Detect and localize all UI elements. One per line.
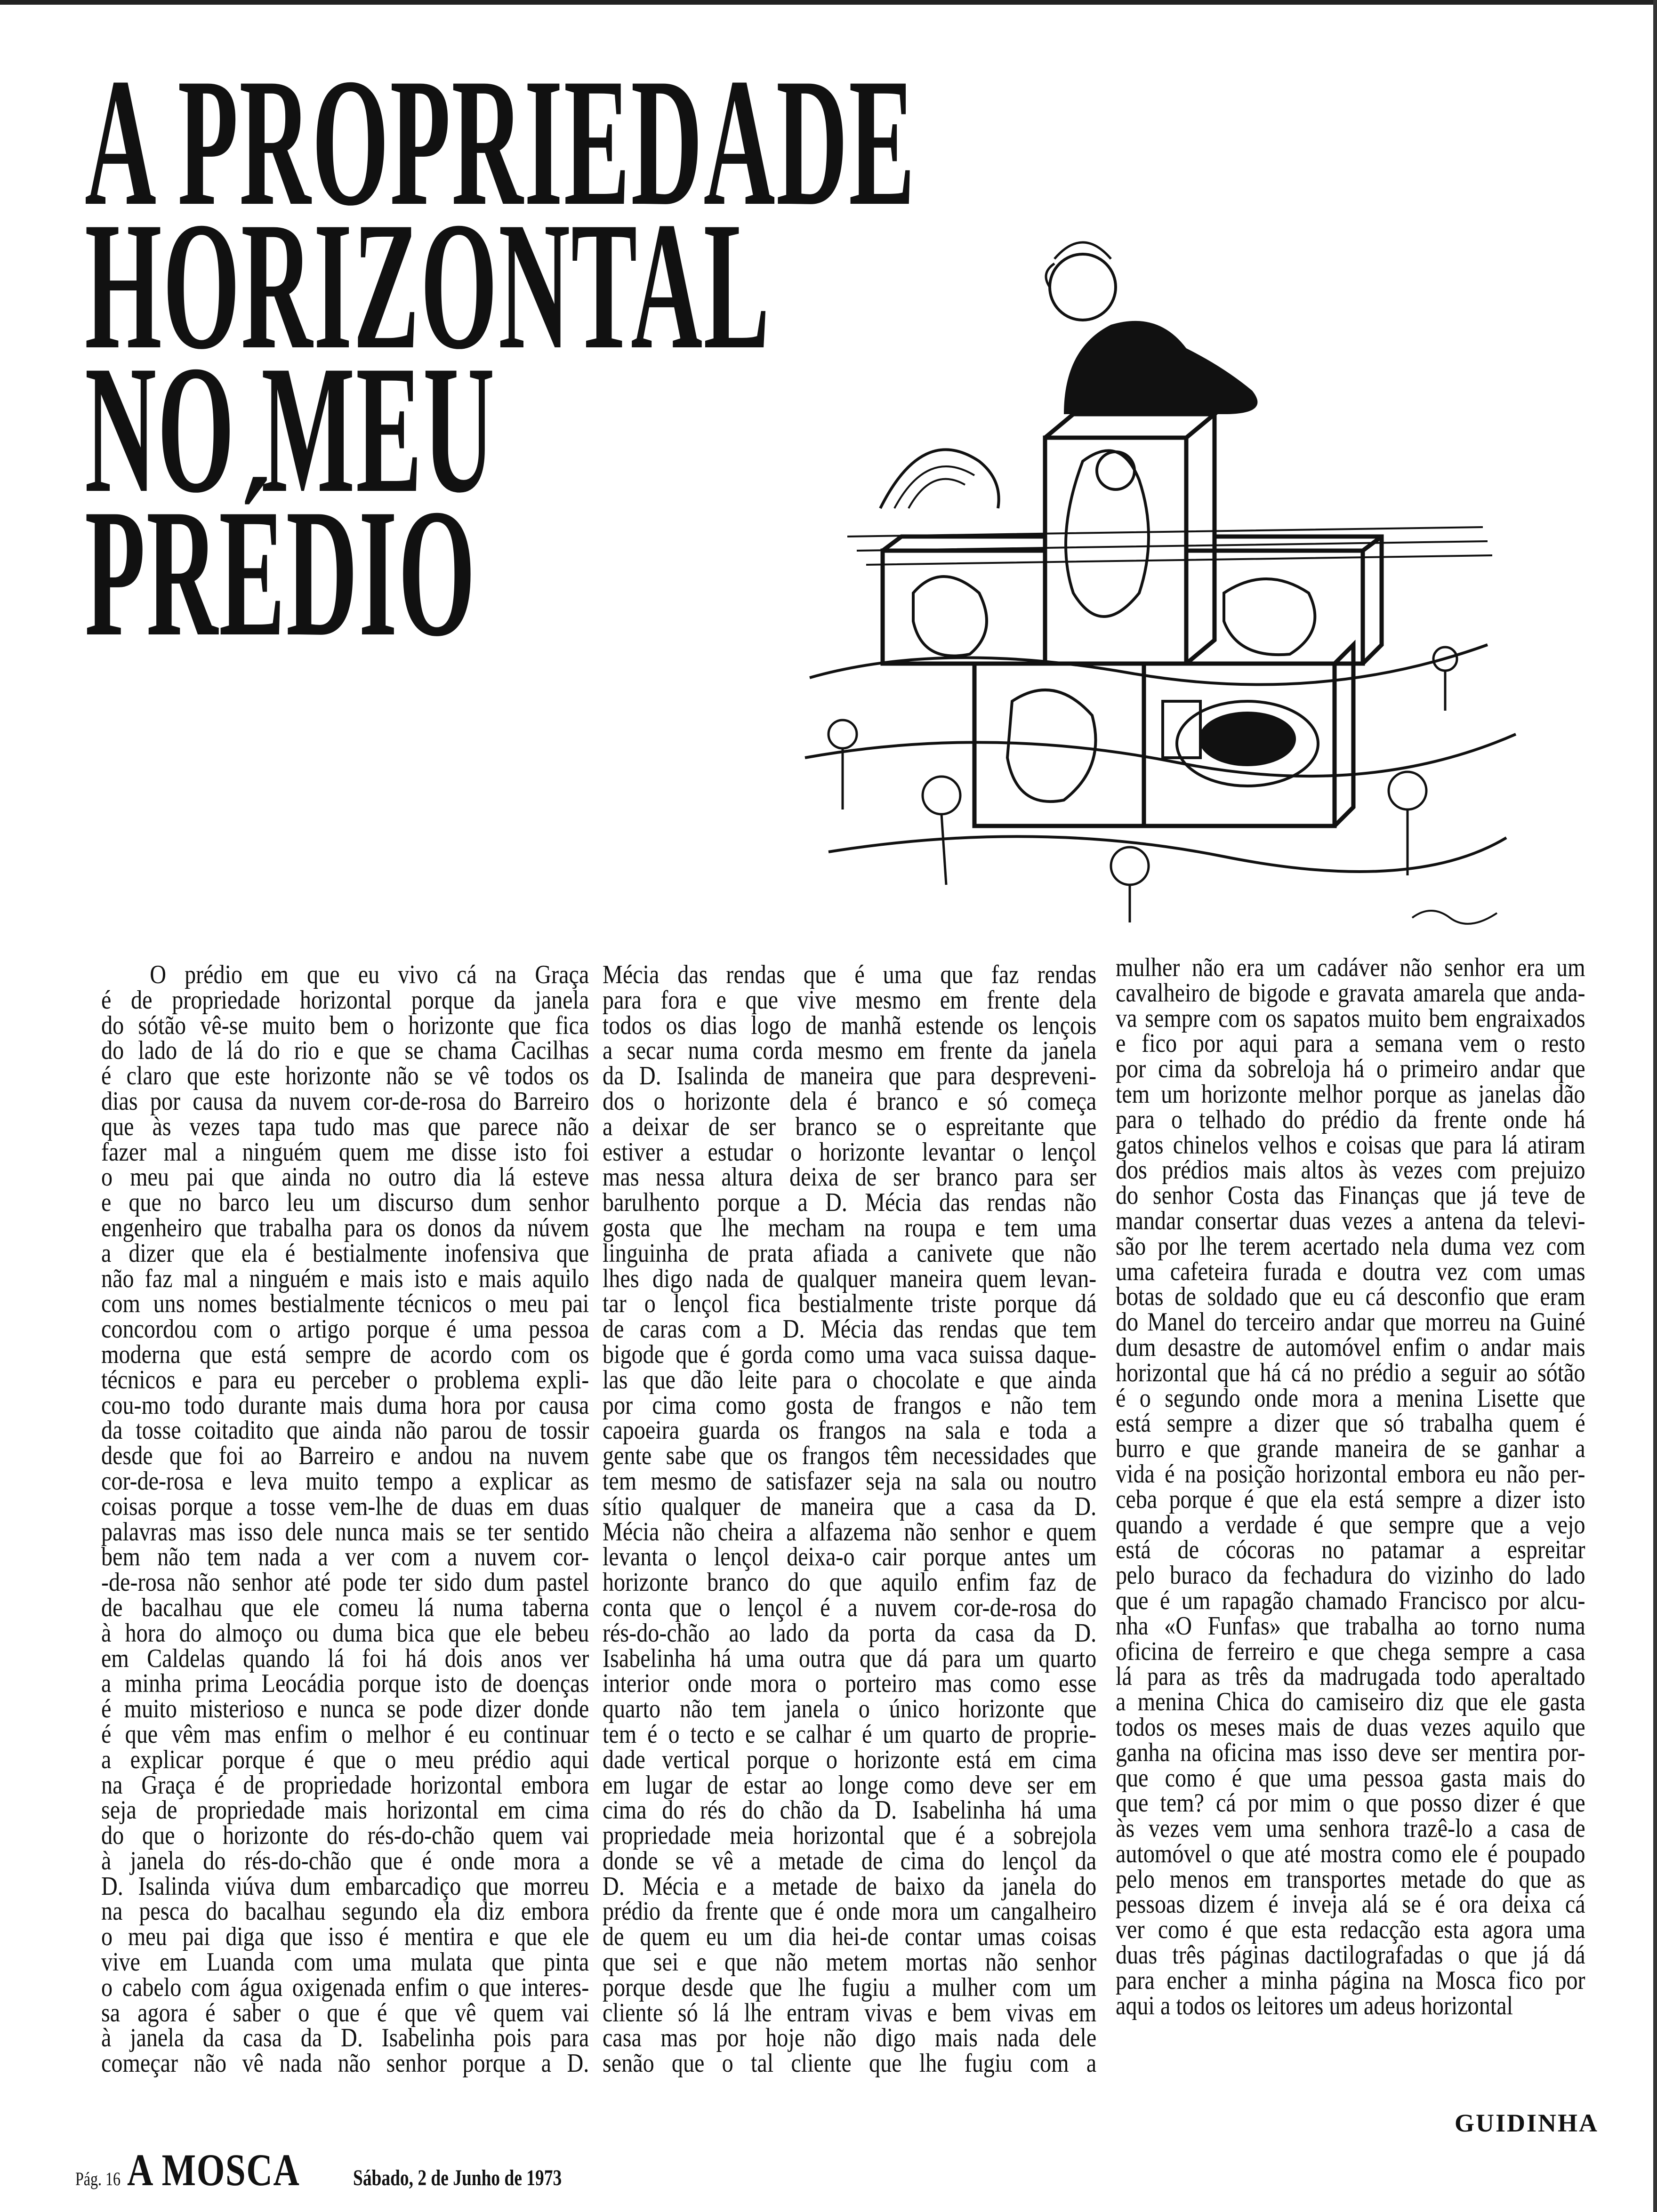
text-line: dum desastre de automóvel enfim o andar mais	[1116, 1332, 1585, 1362]
text-line: do que o horizonte do rés-do-chão quem vai	[101, 1821, 589, 1851]
text-line: de quem eu um dia hei-de contar umas coisas	[603, 1922, 1097, 1952]
text-line: tar o lençol fica bestialmente triste porque dá	[603, 1289, 1097, 1319]
text-line: cor-de-rosa e leva muito tempo a explicar as	[101, 1466, 589, 1496]
text-line: horizonte branco do que aquilo enfim faz de	[603, 1568, 1097, 1597]
text-line: mandar consertar duas vezes a antena da televi-	[1116, 1206, 1585, 1235]
text-line: vive em Luanda com uma mulata que pinta	[101, 1948, 589, 1977]
text-line: mas nessa altura deixa de ser branco para ser	[603, 1162, 1097, 1192]
text-line: lá para as três da madrugada todo aperaltado	[1116, 1662, 1585, 1691]
text-line: todos os meses mais de duas vezes aquilo que	[1116, 1712, 1585, 1742]
text-line: por cima da sobreloja há o primeiro andar que	[1116, 1054, 1585, 1084]
black-figure	[1064, 321, 1257, 414]
text-line: D. Mécia e a metade de baixo da janela do	[603, 1871, 1097, 1901]
text-line: tem um horizonte melhor porque as janelas dão	[1116, 1079, 1585, 1109]
text-line: porque desde que lhe fugiu a mulher com um	[603, 1972, 1097, 2002]
text-line: e fico por aqui para a semana vem o resto	[1116, 1029, 1585, 1058]
text-line: quando a verdade é que sempre que a vejo	[1116, 1510, 1585, 1539]
text-line: nha «O Funfas» que trabalha ao torno numa	[1116, 1611, 1585, 1641]
text-line: do lado de lá do rio e que se chama Cacilhas	[101, 1036, 589, 1066]
text-line: va sempre com os sapatos muito bem engraixados	[1116, 1003, 1585, 1033]
text-line: cou-mo todo durante mais duma hora por causa	[101, 1390, 589, 1420]
text-line: gosta que lhe mecham na roupa e tem uma	[603, 1213, 1097, 1242]
text-line: Mécia das rendas que é uma que faz rendas	[603, 960, 1097, 989]
text-line: Isabelinha há uma outra que dá para um quarto	[603, 1643, 1097, 1673]
text-line: pelo buraco da fechadura do vizinho do lado	[1116, 1561, 1585, 1590]
text-line: que às vezes tapa tudo mas que parece não	[101, 1112, 589, 1141]
text-line: são por lhe terem acertado nela duma vez com	[1116, 1231, 1585, 1261]
text-line: na Graça é de propriedade horizontal embora	[101, 1770, 589, 1800]
text-line: do sótão vê-se muito bem o horizonte que fica	[101, 1010, 589, 1040]
text-line: para o telhado do prédio da frente onde há	[1116, 1105, 1585, 1134]
text-line: dos prédios mais altos às vezes com prejuizo	[1116, 1155, 1585, 1185]
box-top	[1045, 414, 1215, 664]
text-line: de caras com a D. Mécia das rendas que tem	[603, 1314, 1097, 1344]
text-line: automóvel o que até mostra como ele é poupado	[1116, 1839, 1585, 1868]
page-border-right	[1653, 0, 1657, 2212]
headline-line: NO MEU	[85, 328, 496, 531]
text-line: horizontal que há cá no prédio a seguir ao sótão	[1116, 1358, 1585, 1387]
text-line: em Caldelas quando lá foi há dois anos ver	[101, 1643, 589, 1673]
cartoon-illustration	[800, 169, 1525, 941]
text-line: de bacalhau que ele comeu lá numa taberna	[101, 1593, 589, 1622]
text-line: sa agora é saber o que é que vê quem vai	[101, 1998, 589, 2028]
text-line: o meu pai diga que isso é mentira e que ele	[101, 1922, 589, 1952]
text-line: é de propriedade horizontal porque da janela	[101, 985, 589, 1015]
text-line: gatos chinelos velhos e coisas que para lá atiram	[1116, 1130, 1585, 1160]
masthead: A MOSCA	[127, 2145, 300, 2195]
text-line: do senhor Costa das Finanças que já teve de	[1116, 1181, 1585, 1210]
text-line: pessoas dizem é inveja alá se é ora deixa cá	[1116, 1890, 1585, 1919]
text-line: é muito misterioso e nunca se pode dizer donde	[101, 1694, 589, 1724]
text-line: uma cafeteira furada e doutra vez com umas	[1116, 1257, 1585, 1286]
text-line: à janela da casa da D. Isabelinha pois para	[101, 2023, 589, 2053]
text-line: dias por causa da nuvem cor-de-rosa do Barreiro	[101, 1086, 589, 1116]
text-line: a minha prima Leocádia porque isto de doenças	[101, 1669, 589, 1699]
text-line: fazer mal a ninguém quem me disse isto foi	[101, 1137, 589, 1167]
text-line: conta que o lençol é a nuvem cor-de-rosa do	[603, 1593, 1097, 1622]
text-line: e que no barco leu um discurso dum senhor	[101, 1188, 589, 1218]
text-line: rés-do-chão ao lado da porta da casa da D.	[603, 1618, 1097, 1648]
text-line: las que dão leite para o chocolate e que ainda	[603, 1365, 1097, 1395]
text-line: ver como é que esta redacção esta agora uma	[1116, 1915, 1585, 1945]
text-line: à janela do rés-do-chão que é onde mora a	[101, 1846, 589, 1875]
text-line: que tem? cá por mim o que posso dizer é que	[1116, 1788, 1585, 1818]
text-line: aqui a todos os leitores um adeus horizontal	[1116, 1991, 1513, 2020]
text-line: burro e que grande maneira de se ganhar a	[1116, 1434, 1585, 1464]
text-line: lhes digo nada de qualquer maneira quem levan-	[603, 1264, 1097, 1293]
text-line: Mécia não cheira a alfazema não senhor e quem	[603, 1517, 1097, 1547]
text-line: o meu pai que ainda no outro dia lá esteve	[101, 1162, 589, 1192]
text-line: cima do rés do chão da D. Isabelinha há uma	[603, 1795, 1097, 1825]
text-line: para fora e que vive mesmo em frente dela	[603, 985, 1097, 1015]
text-line: que é um rapagão chamado Francisco por alcu-	[1116, 1586, 1585, 1615]
page-footer	[75, 2144, 620, 2196]
text-line: cliente só lá lhe entram vivas e bem vivas em	[603, 1998, 1097, 2028]
text-line: começar não vê nada não senhor porque a D.	[101, 2049, 589, 2078]
text-line: a menina Chica do camiseiro diz que ele gasta	[1116, 1687, 1585, 1717]
text-line: O prédio em que eu vivo cá na Graça	[150, 960, 589, 989]
artist-signature	[1412, 911, 1497, 924]
text-line: casa mas por hoje não digo mais nada dele	[603, 2023, 1097, 2053]
text-line: todos os dias logo de manhã estende os lençois	[603, 1010, 1097, 1040]
text-line: coisas porque a tosse vem-lhe de duas em duas	[101, 1491, 589, 1521]
text-line: está de cócoras no patamar a espreitar	[1116, 1535, 1585, 1565]
text-line: que sei e que não metem mortas não senhor	[603, 1948, 1097, 1977]
text-line: técnicos e para eu perceber o problema expli-	[101, 1365, 589, 1395]
text-line: não faz mal a ninguém e mais isto e mais aquilo	[101, 1264, 589, 1293]
text-line: dos o horizonte dela é branco e só começa	[603, 1086, 1097, 1116]
text-line: a secar numa corda mesmo em frente da janela	[603, 1036, 1097, 1066]
text-line: seja de propriedade mais horizontal em cima	[101, 1795, 589, 1825]
text-line: ganha na oficina mas isso deve ser mentira por-	[1116, 1738, 1585, 1767]
text-line: linguinha de prata afiada a canivete que não	[603, 1238, 1097, 1268]
text-line: barulhento porque a D. Mécia das rendas não	[603, 1188, 1097, 1218]
text-line: à hora do almoço ou duma bica que ele bebeu	[101, 1618, 589, 1648]
text-line: interior onde mora o porteiro mas como esse	[603, 1669, 1097, 1699]
text-line: levanta o lençol deixa-o cair porque antes um	[603, 1542, 1097, 1572]
text-line: na pesca do bacalhau segundo ela diz embora	[101, 1897, 589, 1926]
author-signature: GUIDINHA	[1455, 2109, 1599, 2137]
text-line: quarto não tem janela o único horizonte que	[603, 1694, 1097, 1724]
article-column-1	[101, 962, 589, 2076]
text-line: para encher a minha página na Mosca fico por	[1116, 1965, 1585, 1995]
issue-date: Sábado, 2 de Junho de 1973	[353, 2165, 562, 2190]
text-line: da tosse coitadito que ainda não parou de tossir	[101, 1416, 589, 1445]
text-line: estiver a estudar o horizonte levantar o lençol	[603, 1137, 1097, 1167]
text-line: pelo menos em transportes metade do que as	[1116, 1864, 1585, 1894]
text-line: é o segundo onde mora a menina Lisette que	[1116, 1383, 1585, 1413]
article-column-3	[1116, 955, 1585, 2019]
text-line: está sempre a dizer que só trabalha quem é	[1116, 1409, 1585, 1438]
headline-line: HORIZONTAL	[85, 184, 771, 387]
text-line: a dizer que ela é bestialmente inofensiva que	[101, 1238, 589, 1268]
text-line: palavras mas isso dele nunca mais se ter sentido	[101, 1517, 589, 1547]
text-line: duas três páginas dactilografadas o que já dá	[1116, 1940, 1585, 1970]
text-line: da D. Isalinda de maneira que para despreveni-	[603, 1061, 1097, 1091]
text-line: a deixar de ser branco se o espreitante que	[603, 1112, 1097, 1141]
text-line: botas de soldado que eu cá desconfio que eram	[1116, 1282, 1585, 1312]
text-line: em lugar de estar ao longe como deve ser em	[603, 1770, 1097, 1800]
text-line: com uns nomes bestialmente técnicos o meu pai	[101, 1289, 589, 1319]
text-line: donde se vê a metade de cima do lençol da	[603, 1846, 1097, 1875]
text-line: senão que o tal cliente que lhe fugiu com a	[603, 2049, 1097, 2078]
text-line: a explicar porque é que o meu prédio aqui	[101, 1745, 589, 1774]
text-line: às vezes vem uma senhora trazê-lo a casa de	[1116, 1814, 1585, 1843]
headline-line: PRÉDIO	[85, 471, 477, 674]
page-border-top	[0, 0, 1657, 5]
text-line: -de-rosa não senhor até pode ter sido dum pastel	[101, 1568, 589, 1597]
text-line: desde que foi ao Barreiro e andou na nuvem	[101, 1441, 589, 1471]
text-line: D. Isalinda viúva dum embarcadiço que morreu	[101, 1871, 589, 1901]
text-line: tem é o tecto e se calhar é um quarto de proprie-	[603, 1719, 1097, 1749]
text-line: por cima como gosta de frangos e não tem	[603, 1390, 1097, 1420]
text-line: bigode que é gorda como uma vaca suissa daque-	[603, 1339, 1097, 1369]
text-line: engenheiro que trabalha para os donos da núvem	[101, 1213, 589, 1242]
text-line: moderna que está sempre de acordo com os	[101, 1339, 589, 1369]
article-column-2	[603, 962, 1096, 2076]
page-number: Pág. 16	[75, 2168, 121, 2189]
text-line: sítio qualquer de maneira que a casa da D.	[603, 1491, 1097, 1521]
text-line: concordou com o artigo porque é uma pessoa	[101, 1314, 589, 1344]
headline-line: A PROPRIEDADE	[85, 40, 916, 244]
text-line: do Manel do terceiro andar que morreu na Guiné	[1116, 1307, 1585, 1337]
text-line: gente sabe que os frangos têm necessidades que	[603, 1441, 1097, 1471]
text-line: capoeira guarda os frangos na sala e toda a	[603, 1416, 1097, 1445]
text-line: dade vertical porque o horizonte está em cima	[603, 1745, 1097, 1774]
text-line: o cabelo com água oxigenada enfim o que interes-	[101, 1972, 589, 2002]
text-line: que como é que uma pessoa gasta mais do	[1116, 1763, 1585, 1793]
article-headline	[85, 40, 916, 674]
text-line: é que vêm mas enfim o melhor é eu continuar	[101, 1719, 589, 1749]
text-line: é claro que este horizonte não se vê todos os	[101, 1061, 589, 1091]
text-line: vida é na posição horizontal embora eu não per-	[1116, 1459, 1585, 1489]
text-line: oficina de ferreiro e que chega sempre a casa	[1116, 1636, 1585, 1666]
text-line: propriedade meia horizontal que é a sobrejola	[603, 1821, 1097, 1851]
text-line: tem mesmo de satisfazer seja na sala ou noutro	[603, 1466, 1097, 1496]
text-line: bem não tem nada a ver com a nuvem cor-	[101, 1542, 589, 1572]
text-line: mulher não era um cadáver não senhor era um	[1116, 953, 1585, 982]
text-line: cavalheiro de bigode e gravata amarela que anda-	[1116, 978, 1585, 1008]
text-line: prédio da frente que é onde mora um cangalheiro	[603, 1897, 1097, 1926]
text-line: ceba porque é que ela está sempre a dizer isto	[1116, 1484, 1585, 1514]
